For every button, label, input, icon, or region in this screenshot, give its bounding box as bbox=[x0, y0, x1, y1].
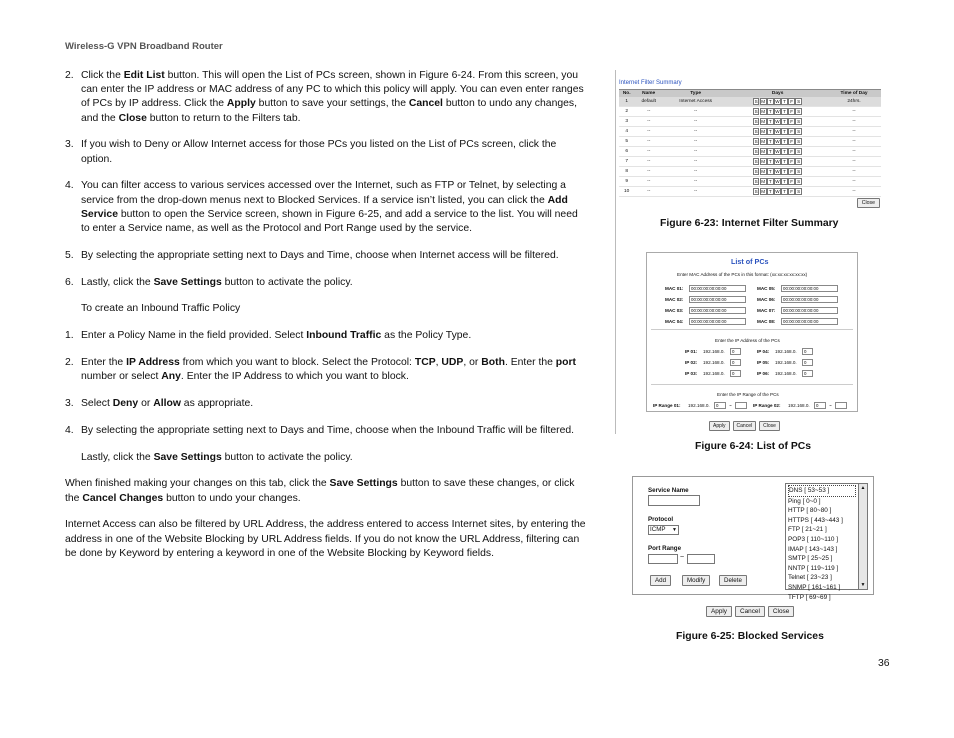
protocol-select[interactable]: ICMP ▼ bbox=[650, 526, 677, 533]
list-item[interactable]: HTTP [ 80~80 ] bbox=[788, 507, 832, 515]
day-checkbox[interactable]: F bbox=[790, 179, 793, 184]
day-checkbox[interactable]: W bbox=[775, 189, 780, 194]
apply-button[interactable]: Apply bbox=[709, 421, 730, 431]
table-row bbox=[619, 167, 881, 177]
add-button[interactable]: Add bbox=[650, 575, 671, 586]
day-checkbox[interactable]: M bbox=[761, 139, 766, 144]
list-item[interactable]: FTP [ 21~21 ] bbox=[788, 526, 827, 534]
row-number: 1 bbox=[619, 97, 634, 107]
ip-address-input[interactable]: 0 bbox=[802, 370, 813, 377]
ip-prefix: 192.168.0. bbox=[788, 403, 810, 408]
day-checkbox[interactable]: W bbox=[775, 169, 780, 174]
day-checkbox[interactable]: S bbox=[797, 98, 801, 104]
ip-label: IP 02: bbox=[685, 360, 698, 365]
ip-prefix: 192.168.0. bbox=[775, 349, 797, 354]
mac-instruction: Enter MAC Address of the PCs in this format: (xx:xx:xx:xx:xx:xx) bbox=[677, 272, 808, 277]
list-item[interactable]: SNMP [ 161~161 ] bbox=[788, 583, 841, 591]
row-time: -- bbox=[827, 147, 881, 157]
close-button[interactable]: Close bbox=[768, 606, 794, 617]
row-time: 24hrs. bbox=[827, 97, 881, 107]
day-checkbox[interactable]: M bbox=[761, 119, 766, 124]
service-name-input[interactable] bbox=[648, 495, 700, 506]
list-of-pcs-buttons bbox=[709, 421, 783, 431]
day-checkbox[interactable]: F bbox=[790, 159, 793, 164]
mac-label: MAC 02: bbox=[665, 297, 684, 302]
apply-button[interactable]: Apply bbox=[706, 606, 732, 617]
figure-blocked-services bbox=[632, 476, 874, 601]
day-checkbox[interactable]: T bbox=[783, 169, 786, 174]
ip-prefix: 192.168.0. bbox=[775, 360, 797, 365]
day-checkbox[interactable]: T bbox=[768, 159, 772, 164]
day-checkbox[interactable]: T bbox=[768, 129, 772, 134]
day-checkbox[interactable]: W bbox=[775, 149, 780, 154]
day-checkbox[interactable]: F bbox=[790, 139, 793, 144]
day-checkbox[interactable]: T bbox=[768, 119, 772, 124]
row-number: 2 bbox=[619, 107, 634, 117]
row-days bbox=[728, 127, 827, 137]
row-time: -- bbox=[827, 127, 881, 137]
divider bbox=[651, 329, 853, 330]
ip-instruction: Enter the IP Address of the PCs bbox=[715, 338, 780, 343]
table-row bbox=[619, 97, 881, 107]
row-days bbox=[728, 107, 827, 117]
day-checkbox[interactable]: W bbox=[775, 139, 780, 144]
row-days bbox=[728, 167, 827, 177]
day-checkbox[interactable]: S bbox=[797, 179, 801, 184]
close-button[interactable]: Close bbox=[759, 421, 780, 431]
ip-prefix: 192.168.0. bbox=[703, 349, 725, 354]
figure-caption-6-24: Figure 6-24: List of PCs bbox=[695, 441, 812, 452]
table-row bbox=[619, 147, 881, 157]
row-type: -- bbox=[663, 117, 728, 127]
day-checkbox[interactable]: T bbox=[783, 189, 786, 194]
row-name: -- bbox=[634, 187, 663, 197]
day-checkbox[interactable]: M bbox=[761, 129, 766, 134]
row-days bbox=[728, 177, 827, 187]
column-header: No. bbox=[619, 90, 634, 97]
ip-label: IP 03: bbox=[685, 371, 698, 376]
step-5: 5. By selecting the appropriate setting next to Days and Time, choose when Internet access will be filtered. bbox=[65, 249, 559, 261]
divider bbox=[651, 384, 853, 385]
day-checkbox[interactable]: T bbox=[768, 189, 772, 194]
mac-address-input[interactable]: 00:00:00:00:00:00 bbox=[781, 296, 838, 303]
ip-range-end-input[interactable] bbox=[835, 402, 847, 409]
ip-range-start-input[interactable]: 0 bbox=[814, 402, 826, 409]
list-item[interactable]: TFTP [ 69~69 ] bbox=[788, 593, 831, 601]
mac-address-input[interactable]: 00:00:00:00:00:00 bbox=[689, 307, 746, 314]
mac-label: MAC 03: bbox=[665, 308, 684, 313]
day-checkbox[interactable]: F bbox=[790, 119, 793, 124]
ip-range-label: IP Range 02: bbox=[753, 403, 781, 408]
row-name: -- bbox=[634, 157, 663, 167]
day-checkbox[interactable]: T bbox=[783, 139, 786, 144]
row-type: -- bbox=[663, 127, 728, 137]
row-type: -- bbox=[663, 107, 728, 117]
step-3: 3. If you wish to Deny or Allow Internet access for those PCs you listed on the List of PCs screen, click the option. bbox=[65, 139, 557, 165]
row-days bbox=[728, 187, 827, 197]
row-name: -- bbox=[634, 107, 663, 117]
day-checkbox[interactable]: M bbox=[761, 109, 766, 114]
filter-summary-table bbox=[619, 89, 881, 197]
row-days bbox=[728, 97, 827, 107]
figure-list-of-pcs bbox=[646, 252, 858, 412]
ip-address-input[interactable]: 0 bbox=[730, 370, 741, 377]
day-checkbox[interactable]: T bbox=[768, 149, 772, 154]
row-number: 9 bbox=[619, 177, 634, 187]
day-checkbox[interactable]: M bbox=[761, 98, 766, 104]
list-item[interactable]: Ping [ 0~0 ] bbox=[788, 497, 821, 505]
final-paragraph-2: Internet Access can also be filtered by URL Address, the address entered to access Internet sites, by entering the address in one of the Website Blocking by URL Address fields. If you do not know the URL Address, filtering can be done by Keyword by entering a keyword in one of the Website Blocking by Keyword fields. bbox=[65, 519, 586, 559]
row-days bbox=[728, 157, 827, 167]
running-header: Wireless-G VPN Broadband Router bbox=[65, 41, 223, 52]
services-scrollbar[interactable] bbox=[859, 483, 868, 590]
list-item[interactable]: Telnet [ 23~23 ] bbox=[788, 574, 832, 582]
close-button[interactable]: Close bbox=[857, 198, 880, 208]
column-header: Time of Day bbox=[827, 90, 881, 97]
day-checkbox[interactable]: S bbox=[754, 98, 758, 104]
day-checkbox[interactable]: T bbox=[783, 179, 786, 184]
day-checkbox[interactable]: M bbox=[761, 189, 766, 194]
day-checkbox[interactable]: W bbox=[775, 98, 780, 104]
range-instruction: Enter the IP Range of the PCs bbox=[717, 392, 779, 397]
ip-address-input[interactable]: 0 bbox=[730, 359, 741, 366]
port-end-input[interactable] bbox=[687, 554, 715, 564]
row-type: -- bbox=[663, 157, 728, 167]
step-6: 6. Lastly, click the Save Settings button to activate the policy. bbox=[65, 276, 353, 288]
page-number: 36 bbox=[878, 658, 890, 669]
row-time: -- bbox=[827, 187, 881, 197]
mac-label: MAC 08: bbox=[757, 319, 776, 324]
ip-label: IP 06: bbox=[757, 371, 770, 376]
day-checkbox[interactable]: T bbox=[783, 129, 786, 134]
row-name: -- bbox=[634, 147, 663, 157]
table-row bbox=[619, 177, 881, 187]
ip-prefix: 192.168.0. bbox=[688, 403, 710, 408]
mac-address-input[interactable]: 00:00:00:00:00:00 bbox=[781, 285, 838, 292]
day-checkbox[interactable]: T bbox=[768, 109, 772, 114]
table-row bbox=[619, 137, 881, 147]
inbound-step-3: 3. Select Deny or Allow as appropriate. bbox=[65, 398, 254, 409]
table-row bbox=[619, 127, 881, 137]
ip-address-input[interactable]: 0 bbox=[802, 359, 813, 366]
day-checkbox[interactable]: T bbox=[783, 119, 786, 124]
protocol-label: Protocol bbox=[648, 516, 674, 523]
row-number: 8 bbox=[619, 167, 634, 177]
day-checkbox[interactable]: T bbox=[783, 109, 786, 114]
row-type: -- bbox=[663, 177, 728, 187]
day-checkbox[interactable]: F bbox=[790, 149, 793, 154]
row-time: -- bbox=[827, 107, 881, 117]
day-checkbox[interactable]: M bbox=[761, 159, 766, 164]
ip-address-input[interactable]: 0 bbox=[730, 348, 741, 355]
mac-label: MAC 04: bbox=[665, 319, 684, 324]
day-checkbox[interactable]: F bbox=[790, 109, 793, 114]
day-checkbox[interactable]: F bbox=[790, 98, 793, 104]
figure-caption-6-23: Figure 6-23: Internet Filter Summary bbox=[660, 218, 839, 229]
row-name: -- bbox=[634, 167, 663, 177]
figure-title: List of PCs bbox=[731, 257, 769, 266]
row-time: -- bbox=[827, 117, 881, 127]
ip-label: IP 01: bbox=[685, 349, 698, 354]
day-checkbox[interactable]: W bbox=[775, 179, 780, 184]
day-checkbox[interactable]: T bbox=[768, 169, 772, 174]
day-checkbox[interactable]: T bbox=[783, 159, 786, 164]
figure-internet-filter-summary bbox=[619, 80, 885, 210]
row-time: -- bbox=[827, 137, 881, 147]
day-checkbox[interactable]: S bbox=[754, 129, 758, 134]
range-tilde: ~ bbox=[729, 403, 732, 408]
row-name: -- bbox=[634, 117, 663, 127]
day-checkbox[interactable]: T bbox=[768, 98, 772, 104]
day-checkbox[interactable]: S bbox=[797, 169, 801, 174]
figure-caption-6-25: Figure 6-25: Blocked Services bbox=[676, 631, 824, 642]
day-checkbox[interactable]: T bbox=[768, 139, 772, 144]
mac-label: MAC 07: bbox=[757, 308, 776, 313]
ip-address-input[interactable]: 0 bbox=[802, 348, 813, 355]
row-name: -- bbox=[634, 137, 663, 147]
list-item[interactable]: NNTP [ 119~119 ] bbox=[788, 564, 839, 572]
ip-prefix: 192.168.0. bbox=[775, 371, 797, 376]
day-checkbox[interactable]: S bbox=[797, 149, 801, 154]
day-checkbox[interactable]: S bbox=[797, 119, 801, 124]
day-checkbox[interactable]: W bbox=[775, 129, 780, 134]
mac-address-input[interactable]: 00:00:00:00:00:00 bbox=[781, 307, 838, 314]
list-item[interactable]: SMTP [ 25~25 ] bbox=[788, 555, 833, 563]
row-name: -- bbox=[634, 127, 663, 137]
services-list[interactable] bbox=[785, 483, 859, 601]
table-row bbox=[619, 117, 881, 127]
service-name-label: Service Name bbox=[648, 487, 689, 494]
list-item[interactable]: IMAP [ 143~143 ] bbox=[788, 545, 838, 553]
cancel-button[interactable]: Cancel bbox=[735, 606, 765, 617]
inbound-last: Lastly, click the Save Settings button to activate the policy. bbox=[81, 451, 353, 463]
ip-range-label: IP Range 01: bbox=[653, 403, 681, 408]
row-type: -- bbox=[663, 147, 728, 157]
row-number: 10 bbox=[619, 187, 634, 197]
row-time: -- bbox=[827, 157, 881, 167]
scroll-up-icon[interactable]: ▲ bbox=[860, 485, 866, 491]
port-range-label: Port Range bbox=[648, 545, 682, 552]
list-item[interactable]: POP3 [ 110~110 ] bbox=[788, 535, 839, 543]
inbound-step-4: 4. By selecting the appropriate setting next to Days and Time, choose when the Inbound Traffic will be filtered. bbox=[65, 424, 575, 436]
inbound-step-1: 1. Enter a Policy Name in the field provided. Select Inbound Traffic as the Policy Type. bbox=[65, 330, 472, 342]
list-item[interactable]: HTTPS [ 443~443 ] bbox=[788, 516, 843, 524]
scroll-down-icon[interactable]: ▼ bbox=[860, 582, 866, 588]
ip-label: IP 05: bbox=[757, 360, 770, 365]
inbound-step-2: 2. Enter the IP Address from which you want to block. Select the Protocol: TCP, UDP, or Both. Enter the port number or select Any. Enter the IP Address to which you want to block. bbox=[65, 357, 576, 383]
port-start-input[interactable] bbox=[648, 554, 678, 564]
day-checkbox[interactable]: W bbox=[775, 119, 780, 124]
column-header: Days bbox=[728, 90, 827, 97]
day-checkbox[interactable]: S bbox=[797, 109, 801, 114]
row-type: -- bbox=[663, 167, 728, 177]
row-number: 3 bbox=[619, 117, 634, 127]
ip-range-start-input[interactable]: 0 bbox=[714, 402, 726, 409]
day-checkbox[interactable]: S bbox=[754, 159, 758, 164]
row-number: 4 bbox=[619, 127, 634, 137]
day-checkbox[interactable]: S bbox=[797, 189, 801, 194]
mac-label: MAC 05: bbox=[757, 286, 776, 291]
mac-address-input[interactable]: 00:00:00:00:00:00 bbox=[781, 318, 838, 325]
mac-address-input[interactable]: 00:00:00:00:00:00 bbox=[689, 318, 746, 325]
row-type: Internet Access bbox=[663, 97, 728, 107]
figure-title: Internet Filter Summary bbox=[619, 80, 682, 86]
list-item[interactable]: DNS [ 53~53 ] bbox=[788, 485, 856, 497]
row-number: 6 bbox=[619, 147, 634, 157]
column-header: Name bbox=[634, 90, 663, 97]
mac-address-input[interactable]: 00:00:00:00:00:00 bbox=[689, 296, 746, 303]
day-checkbox[interactable]: S bbox=[754, 169, 758, 174]
step-2: 2. Click the Edit List button. This will open the List of PCs screen, shown in Figure 6-24. From this screen, you can enter the IP address or MAC address of any PC to which this policy will apply. You can even enter ranges of PCs by IP address. Click the Apply button to save your settings, the Cancel button to undo any changes, and the Close button to return to the Filters tab. bbox=[65, 70, 584, 124]
row-type: -- bbox=[663, 137, 728, 147]
day-checkbox[interactable]: W bbox=[775, 109, 780, 114]
body-text bbox=[65, 69, 587, 574]
day-checkbox[interactable]: M bbox=[761, 169, 766, 174]
row-name: -- bbox=[634, 177, 663, 187]
blocked-services-buttons bbox=[706, 606, 797, 617]
row-name: default bbox=[634, 97, 663, 107]
day-checkbox[interactable]: F bbox=[790, 189, 793, 194]
column-divider bbox=[615, 70, 616, 434]
day-checkbox[interactable]: M bbox=[761, 149, 766, 154]
day-checkbox[interactable]: S bbox=[754, 179, 758, 184]
cancel-button[interactable]: Cancel bbox=[733, 421, 757, 431]
row-days bbox=[728, 147, 827, 157]
row-days bbox=[728, 137, 827, 147]
chevron-down-icon: ▼ bbox=[672, 527, 677, 533]
mac-address-input[interactable]: 00:00:00:00:00:00 bbox=[689, 285, 746, 292]
table-row bbox=[619, 187, 881, 197]
day-checkbox[interactable]: S bbox=[797, 129, 801, 134]
day-checkbox[interactable]: S bbox=[754, 139, 758, 144]
ip-prefix: 192.168.0. bbox=[703, 371, 725, 376]
day-checkbox[interactable]: S bbox=[754, 109, 758, 114]
day-checkbox[interactable]: M bbox=[761, 179, 766, 184]
step-4: 4. You can filter access to various services accessed over the Internet, such as FTP or Telnet, by selecting a service from the drop-down menus next to Blocked Services. If a service isn’t listed, you can click the Add Service button to open the Service screen, shown in Figure 6-25, and add a service to the list. You will need to enter a Service name, as well as the Protocol and Port Range used by the service. bbox=[65, 180, 578, 235]
day-checkbox[interactable]: S bbox=[754, 119, 758, 124]
day-checkbox[interactable]: F bbox=[790, 169, 793, 174]
day-checkbox[interactable]: T bbox=[768, 179, 772, 184]
ip-prefix: 192.168.0. bbox=[703, 360, 725, 365]
mac-label: MAC 06: bbox=[757, 297, 776, 302]
inbound-intro: To create an Inbound Traffic Policy bbox=[81, 303, 241, 315]
column-header: Type bbox=[663, 90, 728, 97]
row-number: 5 bbox=[619, 137, 634, 147]
row-time: -- bbox=[827, 177, 881, 187]
final-paragraph-1: When finished making your changes on this tab, click the Save Settings button to save these changes, or click the Cancel Changes button to undo your changes. bbox=[65, 478, 575, 504]
day-checkbox[interactable]: T bbox=[783, 149, 786, 154]
day-checkbox[interactable]: W bbox=[775, 159, 780, 164]
row-type: -- bbox=[663, 187, 728, 197]
day-checkbox[interactable]: S bbox=[797, 159, 801, 164]
day-checkbox[interactable]: S bbox=[754, 149, 758, 154]
mac-label: MAC 01: bbox=[665, 286, 684, 291]
table-row bbox=[619, 157, 881, 167]
day-checkbox[interactable]: S bbox=[797, 139, 801, 144]
ip-label: IP 04: bbox=[757, 349, 770, 354]
row-number: 7 bbox=[619, 157, 634, 167]
day-checkbox[interactable]: F bbox=[790, 129, 793, 134]
row-days bbox=[728, 117, 827, 127]
modify-button[interactable]: Modify bbox=[682, 575, 710, 586]
ip-range-end-input[interactable] bbox=[735, 402, 747, 409]
range-dash: ~ bbox=[680, 554, 685, 561]
range-tilde: ~ bbox=[829, 403, 832, 408]
table-row bbox=[619, 107, 881, 117]
row-time: -- bbox=[827, 167, 881, 177]
day-checkbox[interactable]: S bbox=[754, 189, 758, 194]
day-checkbox[interactable]: T bbox=[783, 98, 786, 104]
delete-button[interactable]: Delete bbox=[719, 575, 747, 586]
